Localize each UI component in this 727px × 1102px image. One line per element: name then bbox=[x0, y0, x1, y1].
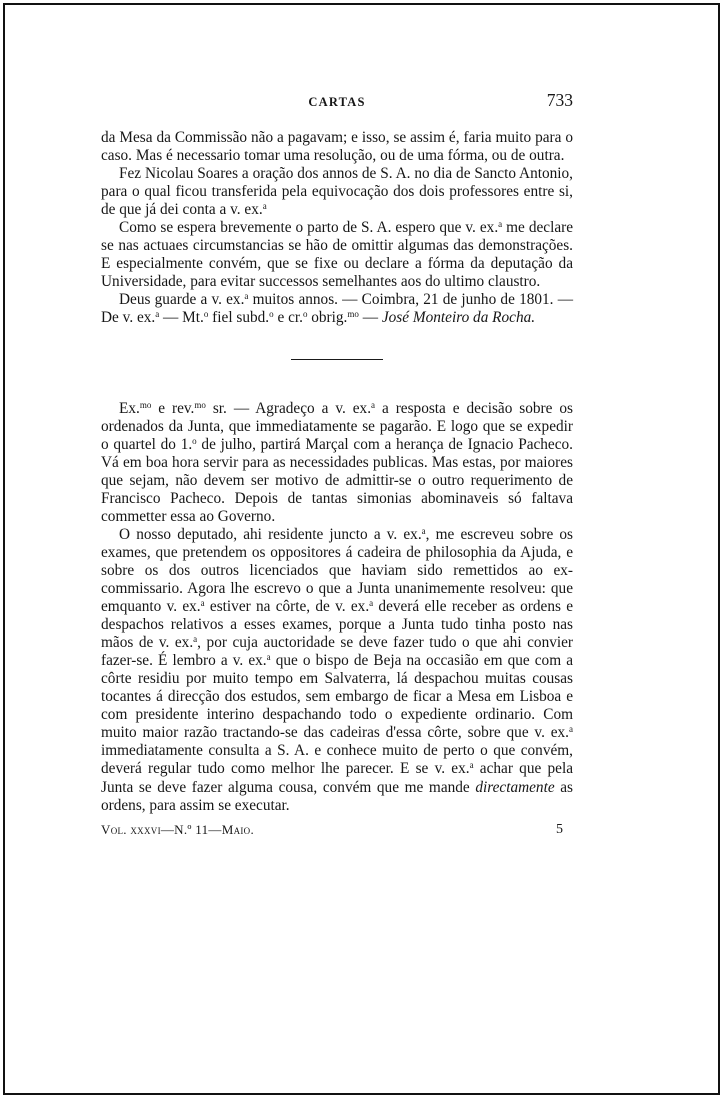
letter1-closing: Deus guarde a v. ex.$^a$ muitos annos. — Coimbra, 21 de junho de 1801. — De v. ex.$^a$ — Mt.$^o$ fiel subd.$^o$ e cr.$^o$ obrig.$^{mo}$ — José Monteiro da Rocha. bbox=[101, 291, 573, 327]
running-title: CARTAS bbox=[308, 95, 366, 109]
letter1-paragraph-3: Como se espera brevemente o parto de S. A. espero que v. ex.$^a$ me declare se nas actuaes circumstancias se hão de omittir algumas das demonstrações. E especialmente convém, que se fixe ou declare a fórma da deputação da Universidade, para evitar successos semelhantes aos do ultimo claustro. bbox=[101, 219, 573, 291]
letter1-paragraph-1: da Mesa da Commissão não a pagavam; e isso, se assim é, faria muito para o caso. Mas é necessario tomar uma resolução, ou de uma fórma, ou de outra. bbox=[101, 129, 573, 165]
letter1-paragraph-2: Fez Nicolau Soares a oração dos annos de S. A. no dia de Sancto Antonio, para o qual ficou transferida pela equivocação dos dois professores entre si, de que já dei conta a v. ex.$^a$ bbox=[101, 165, 573, 219]
page-number: 733 bbox=[546, 90, 573, 110]
letter1-signature: José Monteiro da Rocha. bbox=[381, 309, 536, 327]
letter2-paragraph-1: Ex.$^{mo}$ e rev.$^{mo}$ sr. — Agradeço a v. ex.$^a$ a resposta e decisão sobre os ordenados da Junta, que immediatamente se pagarão. E logo que se expedir o quartel do 1.$^o$ de julho, partirá Marçal com a herança de Ignacio Pacheco. Vá em boa hora servir para as necessidades publicas. Mas estas, por maiores que sejam, não devem ser motivo de admittir-se o outro requerimento de Francisco Pacheco. Depois de tantas simonias abominaveis só faltava commetter essa ao Governo. bbox=[101, 399, 573, 525]
letter2-paragraph-2: O nosso deputado, ahi residente juncto a v. ex.$^a$, me escreveu sobre os exames, que pretendem os oppositores á cadeira de philosophia da Ajuda, e sobre os dos outros licenciados que haviam sido remettidos ao ex-commissario. Agora lhe escrevo o que a Junta unanimemente resolveu: que emquanto v. ex.$^a$ estiver na côrte, de v. ex.$^a$ deverá elle receber as ordens e despachos relativos a esses exames, porque a Junta tudo tinha posto nas mãos de v. ex.$^a$, por cuja auctoridade se deve fazer tudo o que ahi convier fazer-se. É lembro a v. ex.$^a$ que o bispo de Beja na occasião em que com a côrte residiu por muito tempo em Salvaterra, lá despachou muitas cousas tocantes á direcção dos estudos, sem embargo de ficar a Mesa em Lisboa e com presidente interino despachando todo o expediente ordinario. Com muito maior razão tractando-se das cadeiras d'essa côrte, sobre que v. ex.$^a$ immediatamente consulta a S. A. e conhece muito de perto o que convém, deverá regular tudo como melhor lhe parecer. E se v. ex.$^a$ achar que pela Junta se deve fazer alguma cousa, convém que me mande directamente as ordens, para assim se executar. bbox=[101, 525, 573, 814]
signature-mark: Vol. xxxvi—N.º 11—Maio. bbox=[101, 821, 255, 837]
section-divider bbox=[291, 359, 383, 360]
running-head bbox=[101, 90, 573, 112]
book-page bbox=[101, 90, 573, 842]
page-footer bbox=[101, 822, 573, 842]
page-body bbox=[101, 129, 573, 815]
letter2 bbox=[101, 400, 573, 815]
sheet-number: 5 bbox=[556, 821, 563, 837]
